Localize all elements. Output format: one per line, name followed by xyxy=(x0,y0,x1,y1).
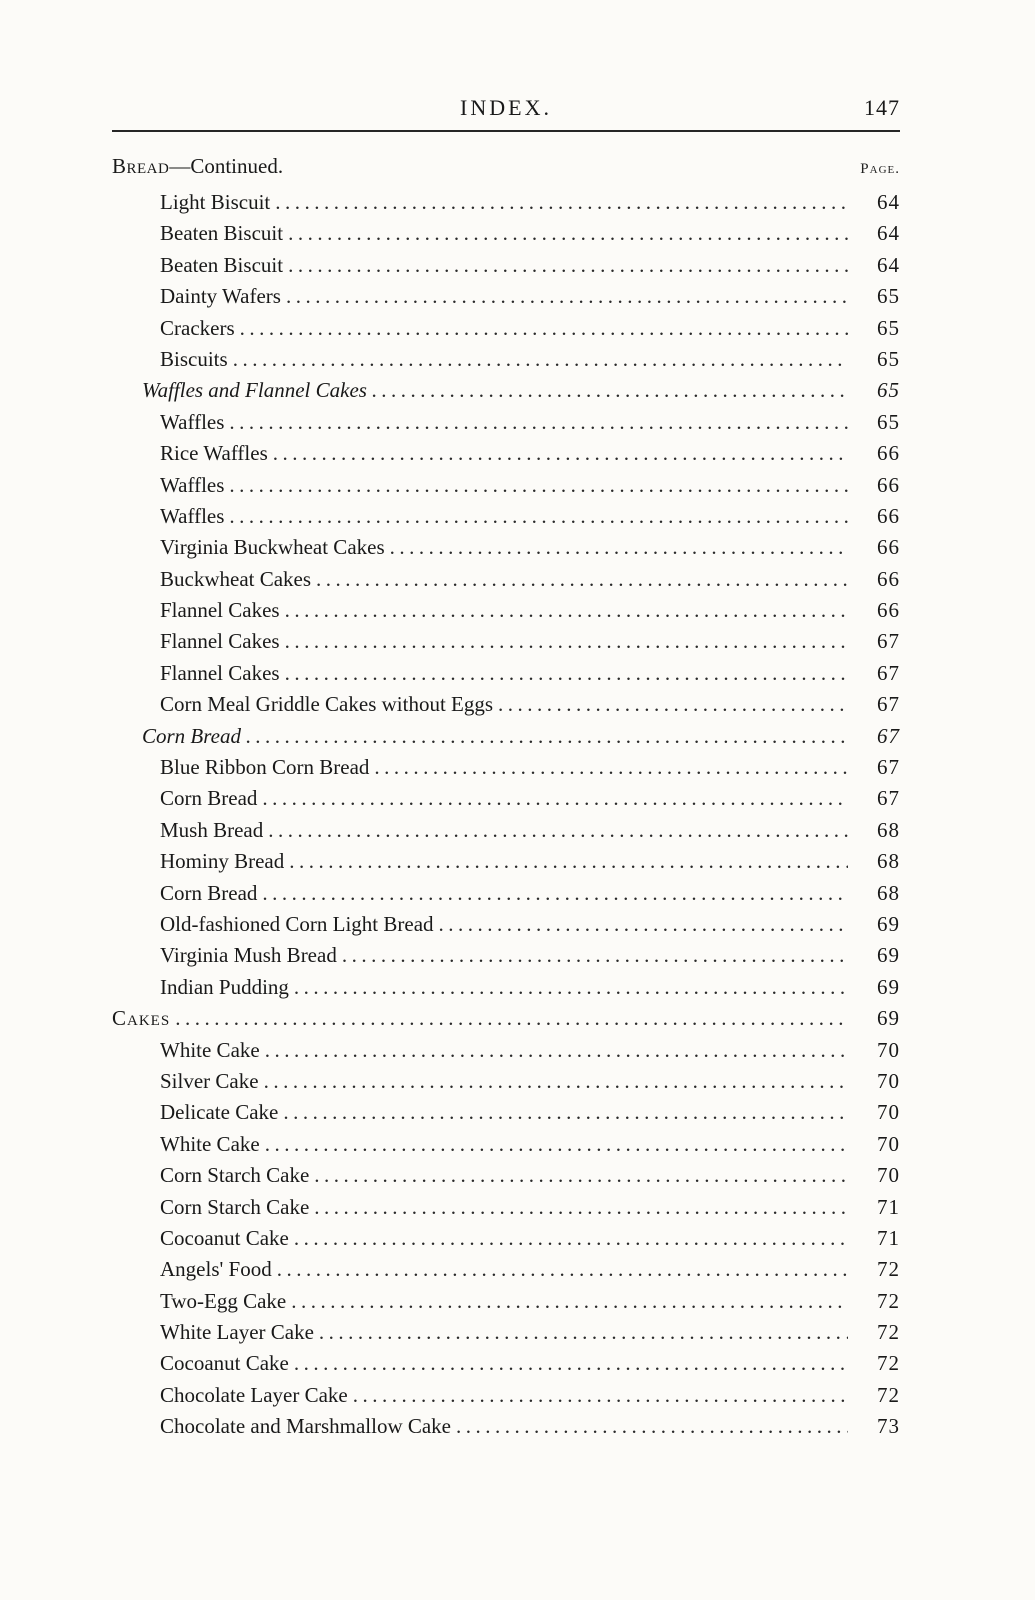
index-row xyxy=(112,470,900,501)
index-row xyxy=(112,250,900,281)
dot-leader xyxy=(262,783,848,814)
entry-page-number: 69 xyxy=(877,911,900,936)
index-row xyxy=(112,752,900,783)
dot-leader xyxy=(175,1003,848,1034)
index-row xyxy=(112,626,900,657)
dot-leader xyxy=(275,187,848,218)
dot-leader xyxy=(314,1192,848,1223)
entry-title: Flannel Cakes xyxy=(160,598,280,623)
index-row xyxy=(112,940,900,971)
entry-page-number: 70 xyxy=(877,1068,900,1093)
dot-leader xyxy=(372,375,848,406)
entry-page-number: 65 xyxy=(877,378,900,403)
entry-title: Chocolate Layer Cake xyxy=(160,1382,348,1407)
entry-page-number: 72 xyxy=(877,1382,900,1407)
index-row xyxy=(112,501,900,532)
index-row xyxy=(112,909,900,940)
page-title: INDEX. xyxy=(460,95,552,120)
entry-title: Biscuits xyxy=(160,346,228,371)
dot-leader xyxy=(265,1129,848,1160)
entry-title: Buckwheat Cakes xyxy=(160,566,312,591)
index-row xyxy=(112,1317,900,1348)
entry-page-number: 72 xyxy=(877,1257,900,1282)
dot-leader xyxy=(288,250,848,281)
dot-leader xyxy=(291,1286,848,1317)
index-row xyxy=(112,532,900,563)
index-row xyxy=(112,313,900,344)
index-row xyxy=(112,1380,900,1411)
entry-title: Flannel Cakes xyxy=(160,629,280,654)
entry-page-number: 67 xyxy=(877,692,900,717)
entry-title: Beaten Biscuit xyxy=(160,252,284,277)
entry-title: Angels' Food xyxy=(160,1257,272,1282)
dot-leader xyxy=(265,1035,848,1066)
entry-title: Indian Pudding xyxy=(160,974,289,999)
index-row xyxy=(112,218,900,249)
entry-title: Corn Starch Cake xyxy=(160,1163,310,1188)
index-list xyxy=(112,187,900,1443)
index-row xyxy=(112,564,900,595)
entry-title: White Cake xyxy=(160,1131,260,1156)
entry-title: Corn Bread xyxy=(160,880,258,905)
dot-leader xyxy=(233,344,848,375)
entry-page-number: 72 xyxy=(877,1320,900,1345)
dot-leader xyxy=(229,501,848,532)
entry-page-number: 67 xyxy=(877,755,900,780)
dot-leader xyxy=(439,909,848,940)
entry-page-number: 66 xyxy=(877,598,900,623)
dot-leader xyxy=(374,752,848,783)
dot-leader xyxy=(273,438,848,469)
index-row xyxy=(112,689,900,720)
entry-page-number: 70 xyxy=(877,1037,900,1062)
index-row xyxy=(112,1003,900,1034)
dot-leader xyxy=(294,1348,848,1379)
index-row xyxy=(112,281,900,312)
entry-page-number: 72 xyxy=(877,1351,900,1376)
entry-page-number: 66 xyxy=(877,441,900,466)
dot-leader xyxy=(342,940,848,971)
entry-title: Silver Cake xyxy=(160,1068,259,1093)
dot-leader xyxy=(286,281,848,312)
entry-page-number: 69 xyxy=(877,1006,900,1031)
index-row xyxy=(112,972,900,1003)
index-row xyxy=(112,344,900,375)
entry-title: Cakes xyxy=(112,1006,171,1031)
entry-page-number: 66 xyxy=(877,472,900,497)
entry-page-number: 65 xyxy=(877,284,900,309)
dot-leader xyxy=(283,1097,848,1128)
entry-page-number: 67 xyxy=(877,660,900,685)
entry-title: Corn Starch Cake xyxy=(160,1194,310,1219)
index-row xyxy=(112,595,900,626)
index-row xyxy=(112,1160,900,1191)
section-heading-smallcaps: Bread xyxy=(112,154,170,178)
index-row xyxy=(112,815,900,846)
dot-leader xyxy=(456,1411,848,1442)
entry-title: White Cake xyxy=(160,1037,260,1062)
entry-title: Two-Egg Cake xyxy=(160,1288,287,1313)
dot-leader xyxy=(353,1380,848,1411)
page-content xyxy=(112,95,900,1443)
entry-title: Cocoanut Cake xyxy=(160,1351,289,1376)
entry-page-number: 68 xyxy=(877,817,900,842)
entry-page-number: 71 xyxy=(877,1194,900,1219)
index-row xyxy=(112,407,900,438)
entry-page-number: 68 xyxy=(877,849,900,874)
dot-leader xyxy=(285,626,848,657)
entry-title: Virginia Buckwheat Cakes xyxy=(160,535,385,560)
dot-leader xyxy=(294,1223,848,1254)
dot-leader xyxy=(288,218,848,249)
entry-page-number: 72 xyxy=(877,1288,900,1313)
entry-title: Flannel Cakes xyxy=(160,660,280,685)
index-row xyxy=(112,1129,900,1160)
entry-title: Dainty Wafers xyxy=(160,284,281,309)
entry-title: Delicate Cake xyxy=(160,1100,279,1125)
dot-leader xyxy=(246,721,848,752)
index-row xyxy=(112,187,900,218)
entry-title: Waffles xyxy=(160,472,225,497)
page-header xyxy=(112,95,900,123)
entry-title: Waffles and Flannel Cakes xyxy=(142,378,367,403)
entry-page-number: 66 xyxy=(877,566,900,591)
index-row xyxy=(112,1097,900,1128)
index-row xyxy=(112,1223,900,1254)
entry-title: Corn Bread xyxy=(160,786,258,811)
entry-title: Light Biscuit xyxy=(160,190,271,214)
section-heading-label xyxy=(112,154,283,179)
dot-leader xyxy=(229,470,848,501)
index-row xyxy=(112,1348,900,1379)
dot-leader xyxy=(498,689,848,720)
index-row xyxy=(112,721,900,752)
folio-page-number: 147 xyxy=(864,95,900,120)
index-row xyxy=(112,1035,900,1066)
entry-title: Beaten Biscuit xyxy=(160,221,284,246)
index-row xyxy=(112,1411,900,1442)
dot-leader xyxy=(316,564,848,595)
header-rule xyxy=(112,130,900,132)
index-row xyxy=(112,846,900,877)
index-row xyxy=(112,1286,900,1317)
entry-title: Rice Waffles xyxy=(160,441,268,466)
entry-title: Hominy Bread xyxy=(160,849,285,874)
entry-page-number: 67 xyxy=(877,723,900,748)
entry-title: Corn Meal Griddle Cakes without Eggs xyxy=(160,692,494,717)
index-row xyxy=(112,783,900,814)
dot-leader xyxy=(294,972,848,1003)
entry-title: Blue Ribbon Corn Bread xyxy=(160,755,370,780)
index-row xyxy=(112,1066,900,1097)
entry-page-number: 65 xyxy=(877,409,900,434)
entry-page-number: 69 xyxy=(877,943,900,968)
entry-page-number: 66 xyxy=(877,535,900,560)
entry-title: Waffles xyxy=(160,409,225,434)
dot-leader xyxy=(264,1066,848,1097)
dot-leader xyxy=(390,532,848,563)
dot-leader xyxy=(240,313,848,344)
entry-page-number: 67 xyxy=(877,786,900,811)
entry-title: Crackers xyxy=(160,315,235,340)
entry-page-number: 70 xyxy=(877,1100,900,1125)
index-row xyxy=(112,438,900,469)
dot-leader xyxy=(314,1160,848,1191)
entry-page-number: 65 xyxy=(877,315,900,340)
entry-page-number: 70 xyxy=(877,1131,900,1156)
dot-leader xyxy=(289,846,848,877)
entry-title: White Layer Cake xyxy=(160,1320,314,1345)
section-heading-rest: —Continued. xyxy=(169,154,284,178)
index-row xyxy=(112,878,900,909)
index-row xyxy=(112,658,900,689)
entry-page-number: 69 xyxy=(877,974,900,999)
dot-leader xyxy=(229,407,848,438)
entry-page-number: 64 xyxy=(877,252,900,277)
entry-title: Old-fashioned Corn Light Bread xyxy=(160,911,434,936)
entry-title: Cocoanut Cake xyxy=(160,1225,289,1250)
entry-page-number: 68 xyxy=(877,880,900,905)
entry-page-number: 65 xyxy=(877,346,900,371)
index-row xyxy=(112,1192,900,1223)
dot-leader xyxy=(285,595,848,626)
entry-title: Chocolate and Marshmallow Cake xyxy=(160,1414,452,1439)
entry-page-number: 67 xyxy=(877,629,900,654)
dot-leader xyxy=(268,815,848,846)
entry-page-number: 70 xyxy=(877,1163,900,1188)
entry-title: Corn Bread xyxy=(142,723,241,748)
dot-leader xyxy=(285,658,848,689)
entry-page-number: 64 xyxy=(877,221,900,246)
entry-title: Virginia Mush Bread xyxy=(160,943,337,968)
entry-title: Mush Bread xyxy=(160,817,264,842)
dot-leader xyxy=(262,878,848,909)
entry-page-number: 64 xyxy=(877,190,900,214)
entry-page-number: 73 xyxy=(877,1414,900,1439)
dot-leader xyxy=(277,1254,848,1285)
entry-page-number: 71 xyxy=(877,1225,900,1250)
index-row xyxy=(112,375,900,406)
page-column-label: Page. xyxy=(860,161,900,177)
section-heading xyxy=(112,154,900,179)
entry-title: Waffles xyxy=(160,503,225,528)
entry-page-number: 66 xyxy=(877,503,900,528)
index-row xyxy=(112,1254,900,1285)
dot-leader xyxy=(319,1317,848,1348)
